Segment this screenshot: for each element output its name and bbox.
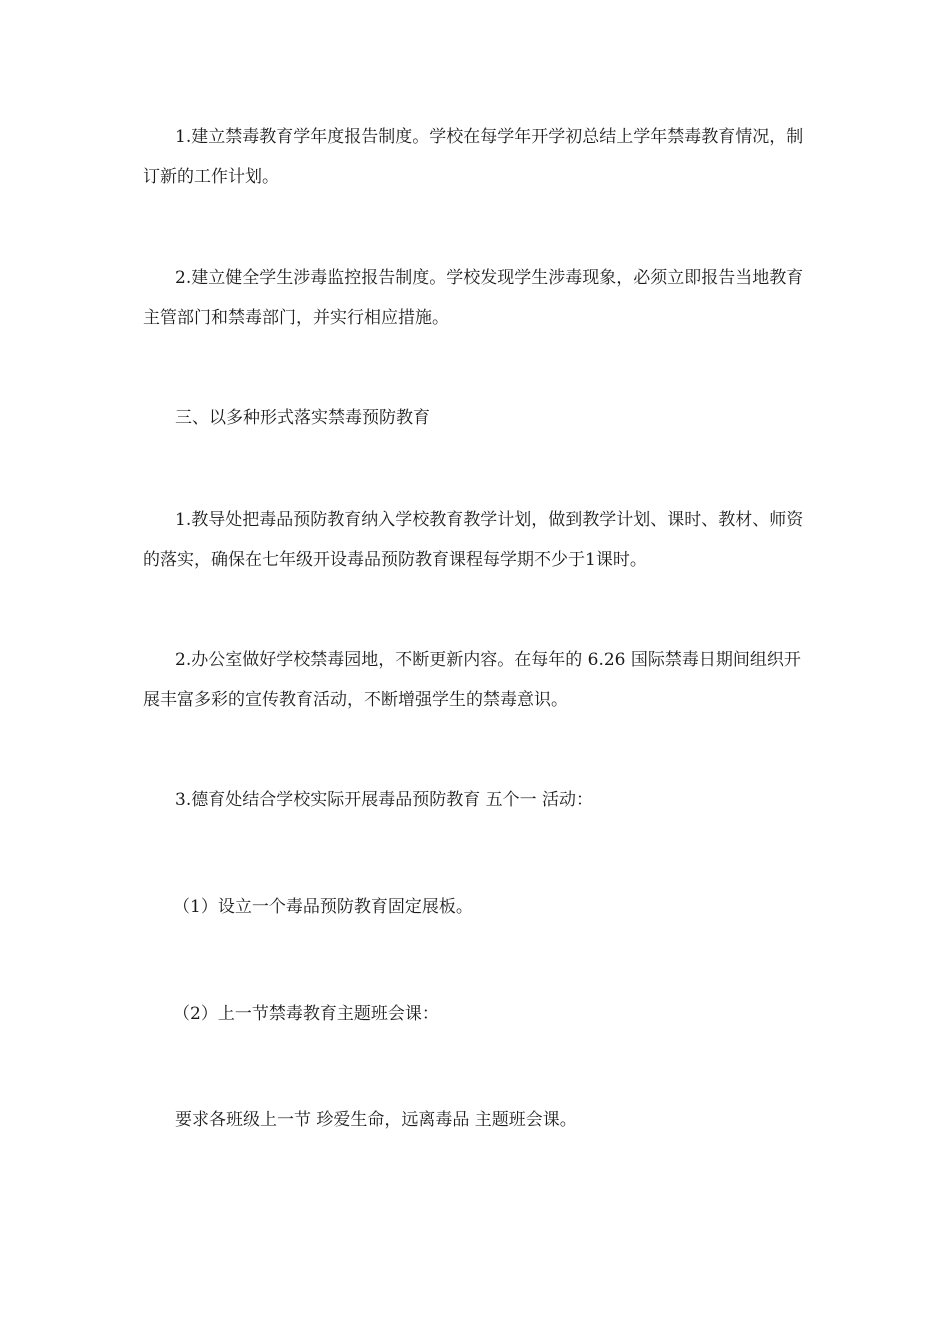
paragraph-monitoring-report-system: 2.建立健全学生涉毒监控报告制度。学校发现学生涉毒现象，必须立即报告当地教育主管部门和禁毒部门，并实行相应措施。 — [143, 268, 804, 328]
section-heading: 三、以多种形式落实禁毒预防教育 — [175, 408, 430, 428]
list-item-class-meeting: （2）上一节禁毒教育主题班会课： — [173, 1004, 439, 1024]
paragraph-annual-report-system: 1.建立禁毒教育学年度报告制度。学校在每学年开学初总结上学年禁毒教育情况，制订新的工作计划。 — [143, 127, 804, 187]
paragraph-moral-education-activities: 3.德育处结合学校实际开展毒品预防教育 五个一 活动： — [175, 790, 594, 810]
paragraph-teaching-plan: 1.教导处把毒品预防教育纳入学校教育教学计划，做到教学计划、课时、教材、师资的落实，确保在七年级开设毒品预防教育课程每学期不少于1课时。 — [143, 510, 804, 570]
paragraph-office-campaign: 2.办公室做好学校禁毒园地，不断更新内容。在每年的 6.26 国际禁毒日期间组织开展丰富多彩的宣传教育活动，不断增强学生的禁毒意识。 — [143, 650, 801, 710]
list-item-display-board: （1）设立一个毒品预防教育固定展板。 — [173, 897, 473, 917]
paragraph-class-requirement: 要求各班级上一节 珍爱生命，远离毒品 主题班会课。 — [175, 1110, 577, 1130]
